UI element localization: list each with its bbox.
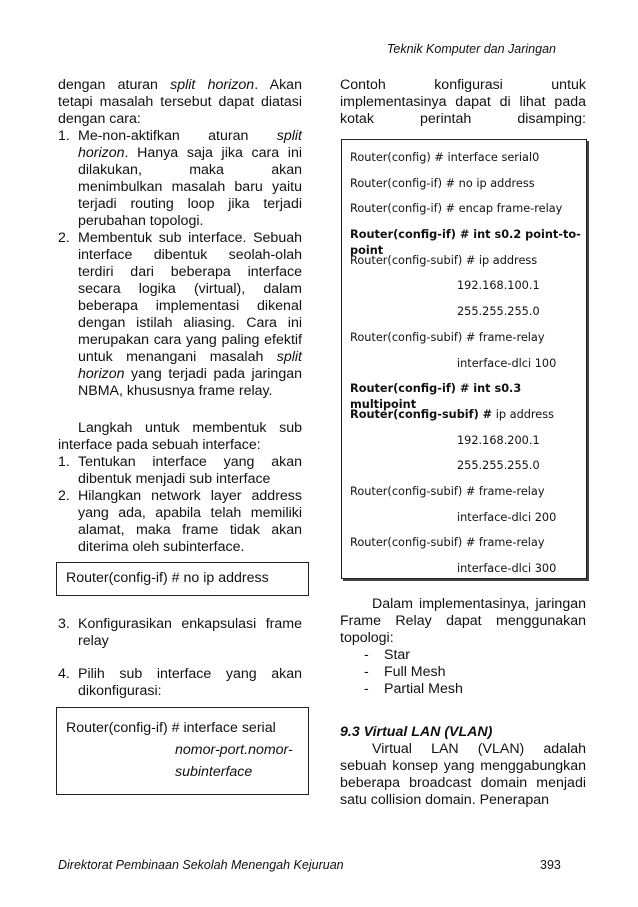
list-emphasis: split horizon	[78, 349, 302, 382]
steps-list-b	[58, 616, 302, 700]
list-item	[58, 128, 302, 230]
list-number: 4.	[58, 666, 70, 682]
list-text: Pilih sub interface yang akan dikonfigurasi:	[78, 666, 302, 699]
config-line: interface-dlci 300	[457, 562, 557, 575]
list-text-tail: yang terjadi pada jaringan NBMA, khususnya frame relay.	[78, 366, 302, 399]
topology-name: Full Mesh	[384, 664, 446, 680]
list-text-tail: . Hanya saja jika cara ini dilakukan, maka akan menimbulkan masalah baru yaitu terjadi routing loop jika terjadi perubahan topologi.	[78, 145, 302, 229]
config-line: interface-dlci 200	[457, 510, 557, 524]
command-line: nomor-port.nomor-	[175, 742, 293, 758]
command-line: Router(config-if) # interface serial	[66, 720, 276, 736]
intro-emphasis: split horizon	[170, 77, 255, 93]
config-line: 192.168.200.1	[457, 433, 540, 447]
list-item	[340, 681, 586, 698]
config-line: interface-dlci 100	[457, 356, 557, 370]
example-intro-text: Contoh konfigurasi untuk implementasinya dapat di lihat pada kotak perintah disamping:	[340, 77, 586, 127]
bullet-dash: -	[364, 647, 369, 663]
list-item	[58, 230, 302, 400]
split-horizon-solutions-list	[58, 128, 302, 400]
config-line: Router(config-if) # no ip address	[350, 176, 535, 190]
list-text: Konfigurasikan enkapsulasi frame relay	[78, 616, 302, 649]
topology-name: Partial Mesh	[384, 681, 463, 697]
config-line-suffix: ip address	[492, 407, 555, 421]
steps-list-a	[58, 454, 302, 556]
page-number: 393	[540, 858, 561, 872]
config-line: Router(config-if) # encap frame-relay	[350, 202, 563, 216]
bullet-dash: -	[364, 681, 369, 697]
config-line: Router(config) # interface serial0	[350, 151, 540, 164]
list-text: Tentukan interface yang akan dibentuk menjadi sub interface	[78, 454, 302, 487]
topology-name: Star	[384, 647, 411, 663]
running-header: Teknik Komputer dan Jaringan	[386, 42, 556, 56]
list-number: 3.	[58, 616, 70, 632]
config-line: Router(config-subif) # frame-relay	[350, 536, 545, 550]
list-item	[340, 664, 586, 681]
list-item	[58, 454, 302, 488]
steps-intro-paragraph: Langkah untuk membentuk sub interface pada sebuah interface:	[58, 420, 302, 453]
list-text: Hilangkan network layer address yang ada, apabila telah memiliki alamat, maka frame tidak akan diterima oleh subinterface.	[78, 488, 302, 555]
list-number: 2.	[58, 488, 70, 504]
command-box-interface-serial	[56, 707, 309, 795]
command-box-no-ip: Router(config-if) # no ip address	[56, 562, 309, 596]
config-line: 255.255.255.0	[457, 305, 540, 319]
list-text: Membentuk sub interface. Sebuah interface dibentuk seolah-olah terdiri dari beberapa interface secara logika (virtual), dalam beberapa implementasi dikenal dengan istilah aliasing. Cara ini merupakan cara yang paling efektif untuk menangani masalah	[78, 230, 302, 365]
topology-list	[340, 647, 586, 698]
list-number: 1.	[58, 128, 70, 144]
section-heading: 9.3 Virtual LAN (VLAN)	[340, 724, 493, 740]
config-line: 255.255.255.0	[457, 459, 540, 473]
list-number: 2.	[58, 230, 70, 246]
config-command-box	[341, 139, 587, 579]
footer-institution: Direktorat Pembinaan Sekolah Menengah Kejuruan	[58, 858, 344, 872]
bullet-dash: -	[364, 664, 369, 680]
command-line: subinterface	[175, 764, 253, 780]
left-intro-paragraph	[58, 77, 302, 128]
config-line: Router(config-subif) # frame-relay	[350, 484, 545, 498]
vlan-paragraph: Virtual LAN (VLAN) adalah sebuah konsep yang menggabungkan beberapa broadcast domain menjadi satu collision domain. Penerapan	[340, 741, 586, 808]
config-line-bold-prefix: Router(config-subif) #	[350, 407, 493, 421]
list-emphasis: split horizon	[78, 128, 302, 161]
example-intro-line1	[340, 77, 586, 128]
list-text: Me-non-aktifkan aturan	[78, 128, 277, 144]
config-line: Router(config-subif) # frame-relay	[350, 330, 545, 344]
config-line: Router(config-subif) # ip address	[350, 253, 538, 267]
list-item	[340, 647, 586, 664]
intro-text-tail: . Akan tetapi masalah tersebut dapat diatasi dengan cara:	[58, 77, 302, 127]
list-item	[58, 488, 302, 556]
intro-text: dengan aturan	[58, 77, 171, 93]
list-item	[58, 666, 302, 700]
config-line: 192.168.100.1	[457, 279, 540, 293]
list-number: 1.	[58, 454, 70, 470]
config-line-bold: Router(config-if) # int s0.2 point-to-point	[350, 228, 581, 258]
topology-intro-paragraph: Dalam implementasinya, jaringan Frame Relay dapat menggunakan topologi:	[340, 596, 586, 646]
list-item	[58, 616, 302, 650]
config-line-bold: Router(config-if) # int s0.3 multipoint	[350, 382, 522, 412]
